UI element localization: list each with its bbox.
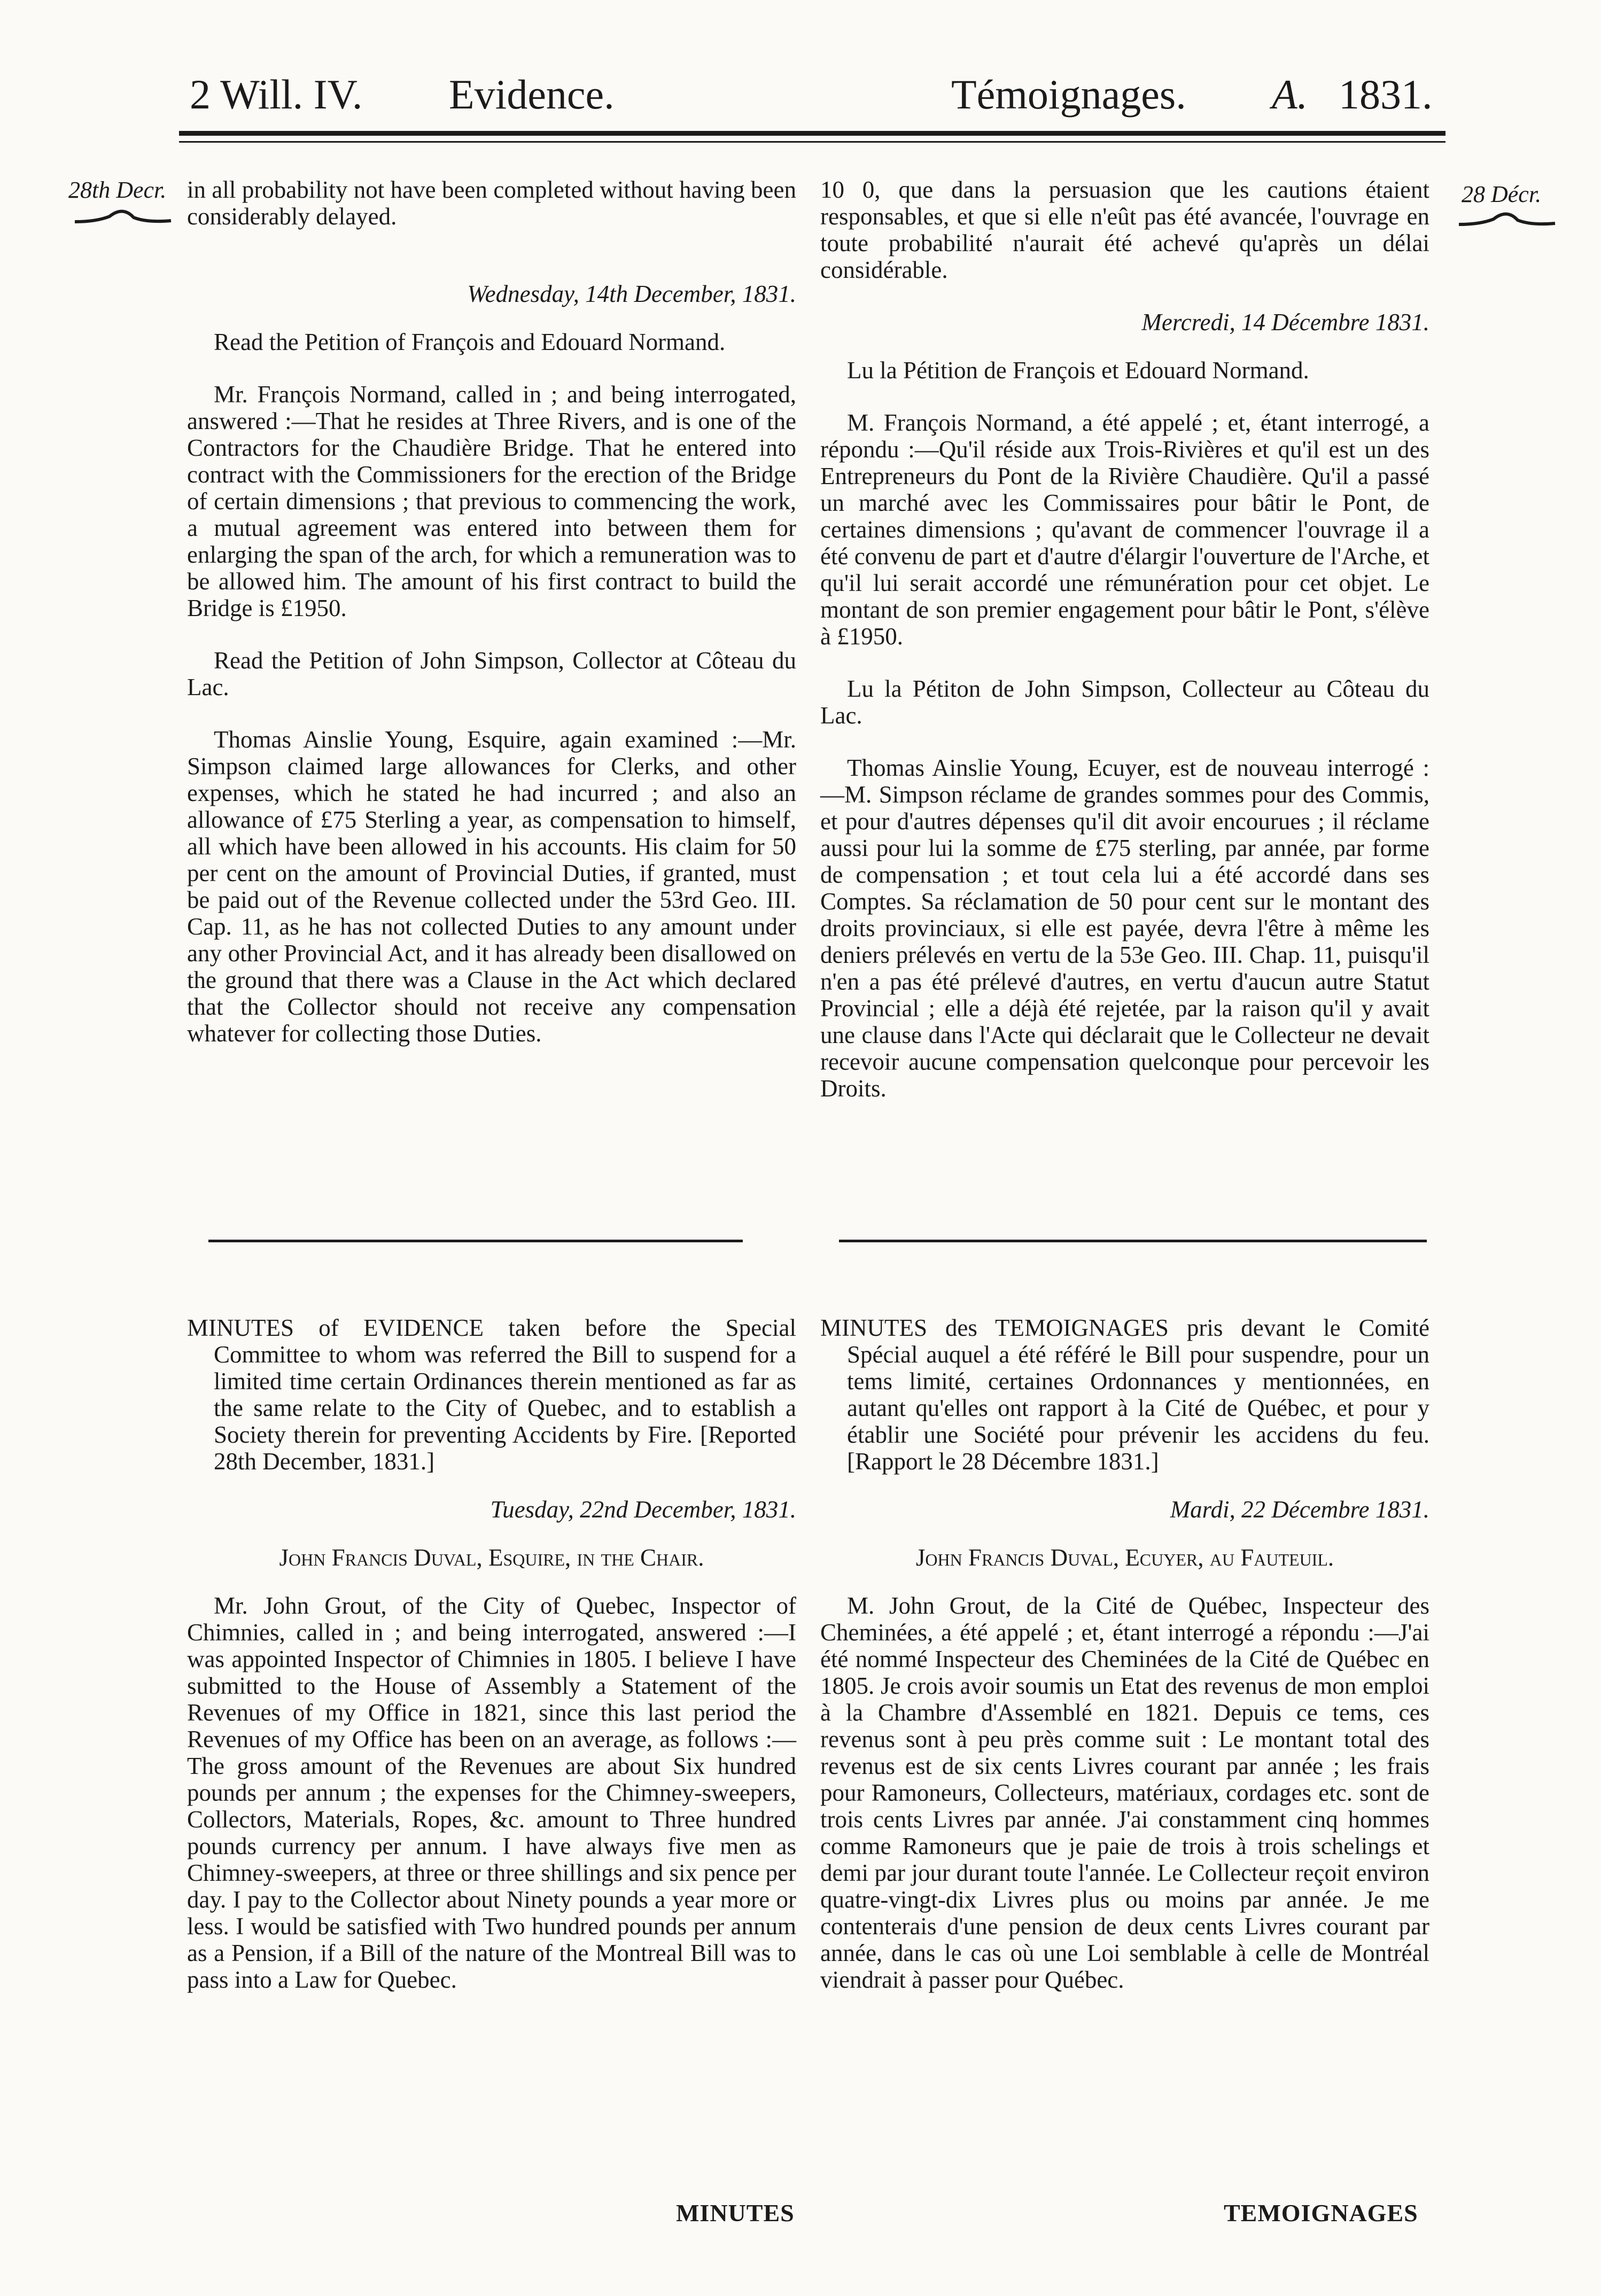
header-rule-thick xyxy=(179,131,1445,136)
english-petition-simpson: Read the Petition of John Simpson, Collector at Côteau du Lac. xyxy=(187,647,796,701)
header-rule-thin xyxy=(179,141,1445,143)
french-lower-section xyxy=(820,1314,1429,1993)
french-chair-line: John Francis Duval, Ecuyer, au Fauteuil. xyxy=(915,1544,1334,1571)
margin-flourish-right-icon xyxy=(1456,208,1558,230)
english-catchword: MINUTES xyxy=(676,2199,795,2227)
english-petition-normand: Read the Petition of François and Edouard Normand. xyxy=(214,329,726,355)
english-date-tuesday: Tuesday, 22nd December, 1831. xyxy=(490,1496,796,1523)
french-date-mardi: Mardi, 22 Décembre 1831. xyxy=(1170,1496,1429,1523)
french-grout-testimony: M. John Grout, de la Cité de Québec, Inspecteur des Cheminées, a été appelé ; et, étant interrogé a répondu :—J'ai été nommé Inspecteur des Cheminées de la Cité de Québec en 1805. Je crois avoir soumis un Etat des revenus de mon emploi à la Chambre d'Assemblé en 1821. Depuis ce tems, ces revenus sont à peu près comme suit : Le montant total des revenus est de six cents Livres courant par année ; les frais pour Ramoneurs, Collecteurs, matériaux, cordages etc. sont de trois cents Livres par année. J'ai constamment cinq hommes comme Ramoneurs que je paie de trois à trois schelings et demi par jour durant toute l'année. Le Collecteur reçoit environ quatre-vingt-dix Livres plus ou moins par année. Je me contenterais d'une pension de deux cents Livres courant par année, dans le cas où une Loi semblable à celle de Montréal viendrait à passer pour Québec. xyxy=(820,1592,1429,1993)
french-upper-section xyxy=(820,176,1429,1102)
header-regnal-year: 2 Will. IV. xyxy=(190,71,363,118)
english-continuation-text: in all probability not have been completed without having been considerably delayed. xyxy=(187,176,796,230)
french-young-testimony: Thomas Ainslie Young, Ecuyer, est de nouveau interrogé :—M. Simpson réclame de grandes sommes pour des Commis, et pour d'autres dépenses qu'il dit avoir encourues ; il réclame aussi pour lui la somme de £75 sterling, par année, par forme de compensation ; et tout cela lui a été accordé dans ses Comptes. Sa réclamation de 50 pour cent sur le montant des droits provinciaux, si elle est payée, devra l'être à même les deniers prélevés en vertu de la 53e Geo. III. Chap. 11, puisqu'il n'en a pas été prélevé d'autres, en vertu d'aucun autre Statut Provincial ; elle a déjà été rejetée, par la raison qu'il y avait une clause dans l'Acte qui déclarait que le Collecteur ne devait recevoir aucune compensation quelconque pour percevoir les Droits. xyxy=(820,754,1429,1102)
header-appendix: A. xyxy=(1272,71,1308,118)
margin-date-right: 28 Décr. xyxy=(1462,181,1542,207)
french-continuation-text: 10 0, que dans la persuasion que les cautions étaient responsables, et que si elle n'eût pas été avancée, l'ouvrage en toute probabilité n'aurait été achevé qu'après un délai considérable. xyxy=(820,176,1429,283)
english-section-separator xyxy=(208,1240,743,1242)
header-temoignages: Témoignages. xyxy=(951,71,1186,118)
french-petition-normand: Lu la Pétition de François et Edouard Normand. xyxy=(847,357,1309,384)
english-lower-section xyxy=(187,1314,796,1993)
french-section-separator xyxy=(839,1240,1427,1242)
french-petition-simpson: Lu la Pétiton de John Simpson, Collecteur au Côteau du Lac. xyxy=(820,675,1429,729)
english-chair-line: John Francis Duval, Esquire, in the Chair. xyxy=(279,1544,704,1571)
header-evidence: Evidence. xyxy=(449,71,615,118)
french-minutes-heading: MINUTES des TEMOIGNAGES pris devant le Comité Spécial auquel a été référé le Bill pour suspendre, pour un tems limité, certaines Ordonnances y mentionnées, en autant qu'elles ont rapport à la Cité de Québec, et pour y établir une Société pour prévenir les accidens du feu. [Rapport le 28 Décembre 1831.] xyxy=(820,1314,1429,1475)
margin-date-left: 28th Decr. xyxy=(68,177,167,203)
english-young-testimony: Thomas Ainslie Young, Esquire, again examined :—Mr. Simpson claimed large allowances for Clerks, and other expenses, which he stated he had incurred ; and also an allowance of £75 Sterling a year, as compensation to himself, all which have been allowed in his accounts. His claim for 50 per cent on the amount of Provincial Duties, if granted, must be paid out of the Revenue collected under the 53rd Geo. III. Cap. 11, as he has not collected Duties to any amount under any other Provincial Act, and it has already been disallowed on the ground that there was a Clause in the Act which declared that the Collector should not receive any compensation whatever for collecting those Duties. xyxy=(187,726,796,1047)
french-catchword: TEMOIGNAGES xyxy=(1224,2199,1418,2227)
english-normand-testimony: Mr. François Normand, called in ; and being interrogated, answered :—That he resides at Three Rivers, and is one of the Contractors for the Chaudière Bridge. That he entered into contract with the Commissioners for the erection of the Bridge of certain dimensions ; that previous to commencing the work, a mutual agreement was entered into between them for enlarging the span of the arch, for which a remuneration was to be allowed him. The amount of his first contract to build the Bridge is £1950. xyxy=(187,381,796,621)
french-date-mercredi: Mercredi, 14 Décembre 1831. xyxy=(1141,309,1429,336)
margin-flourish-left-icon xyxy=(72,206,174,227)
english-grout-testimony: Mr. John Grout, of the City of Quebec, Inspector of Chimnies, called in ; and being interrogated, answered :—I was appointed Inspector of Chimnies in 1805. I believe I have submitted to the House of Assembly a Statement of the Revenues of my Office in 1821, since this last period the Revenues of my Office has been on an average, as follows :—The gross amount of the Revenues are about Six hundred pounds per annum ; the expenses for the Chimney-sweepers, Collectors, Materials, Ropes, &c. amount to Three hundred pounds currency per annum. I have always five men as Chimney-sweepers, at three or three shillings and six pence per day. I pay to the Collector about Ninety pounds a year more or less. I would be satisfied with Two hundred pounds per annum as a Pension, if a Bill of the nature of the Montreal Bill was to pass into a Law for Quebec. xyxy=(187,1592,796,1993)
french-normand-testimony: M. François Normand, a été appelé ; et, étant interrogé, a répondu :—Qu'il réside aux Trois-Rivières et qu'il est un des Entrepreneurs du Pont de la Rivière Chaudière. Qu'il a passé un marché avec les Commissaires pour bâtir le Pont, de certaines dimensions ; qu'avant de commencer l'ouvrage il a été convenu de part et d'autre d'élargir l'ouverture de l'Arche, et qu'il lui serait accordé une rémunération pour cet objet. Le montant de son premier engagement pour bâtir le Pont, s'élève à £1950. xyxy=(820,409,1429,650)
english-minutes-heading: MINUTES of EVIDENCE taken before the Special Committee to whom was referred the Bill to suspend for a limited time certain Ordinances therein mentioned as far as the same relate to the City of Quebec, and to establish a Society therein for preventing Accidents by Fire. [Reported 28th December, 1831.] xyxy=(187,1314,796,1475)
english-date-wednesday: Wednesday, 14th December, 1831. xyxy=(467,281,796,307)
header-year: 1831. xyxy=(1339,71,1433,118)
english-upper-section xyxy=(187,176,796,1047)
